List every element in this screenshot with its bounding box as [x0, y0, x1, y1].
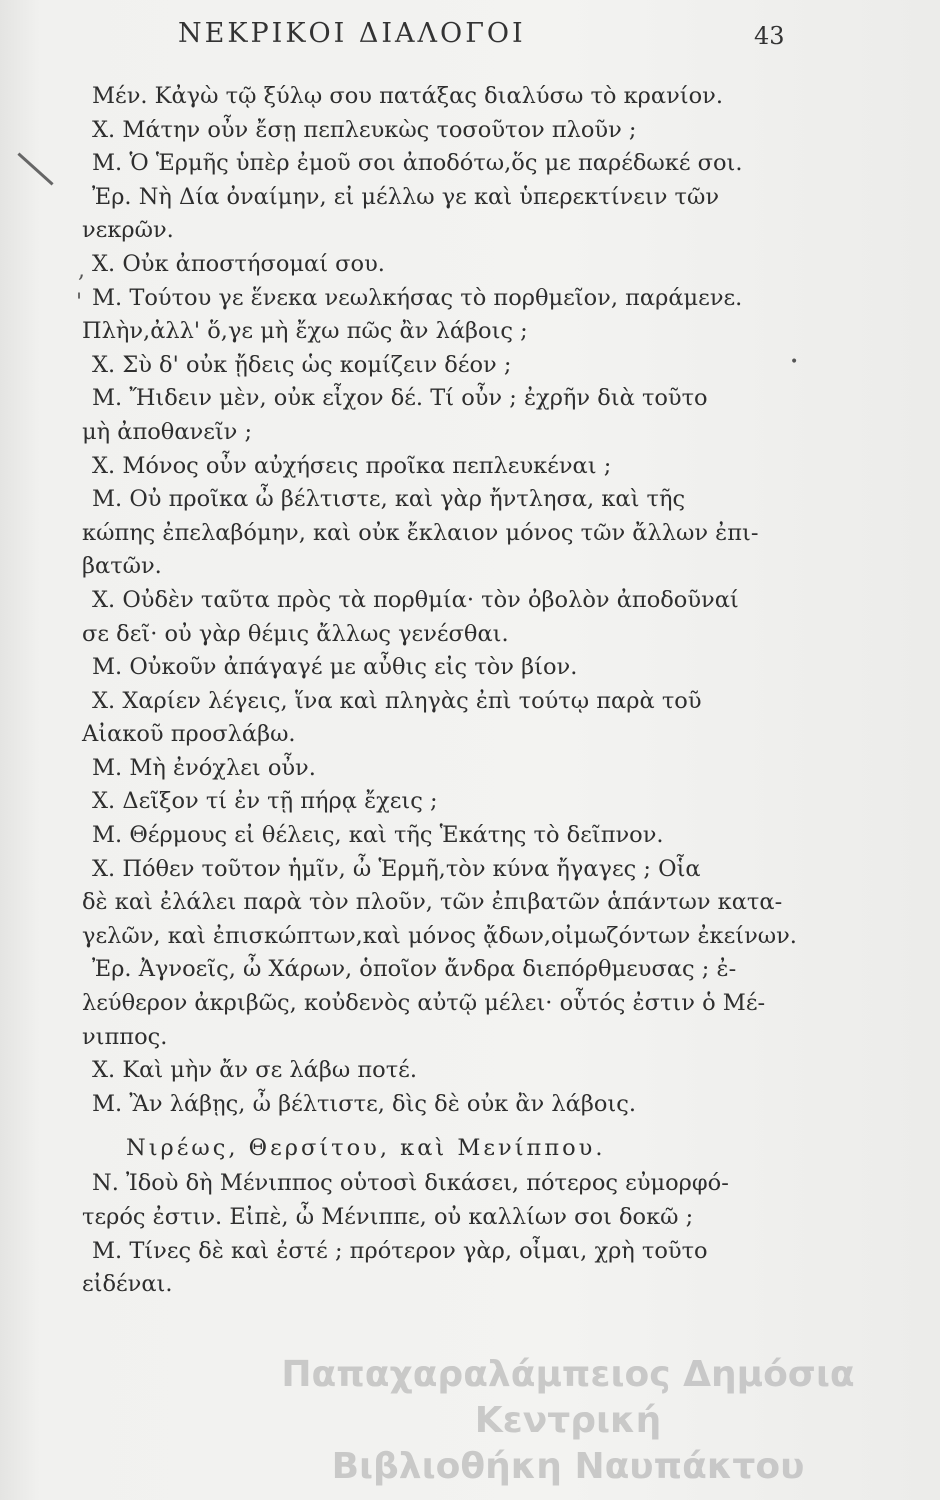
text-line: Χ. Καὶ μὴν ἄν σε λάβω ποτέ. — [92, 1057, 417, 1084]
watermark-line: Παπαχαραλάμπειος Δημόσια Κεντρική — [281, 1354, 855, 1441]
text-line: νεκρῶν. — [82, 217, 174, 244]
text-line: Χ. Μάτην οὖν ἔσῃ πεπλευκὼς τοσοῦτον πλοῦν ; — [92, 116, 637, 143]
text-line: Χ. Οὐκ ἀποστήσομαί σου. — [92, 250, 385, 277]
text-line: Χ. Πόθεν τοῦτον ἡμῖν, ὦ Ἑρμῆ,τὸν κύνα ἤγαγες ; Οἷα — [92, 855, 701, 882]
text-line: σε δεῖ· οὐ γὰρ θέμις ἄλλως γενέσθαι. — [82, 620, 509, 647]
text-line: δὲ καὶ ἐλάλει παρὰ τὸν πλοῦν, τῶν ἐπιβατῶν ἁπάντων κατα- — [82, 889, 783, 916]
library-watermark — [218, 1352, 918, 1490]
margin-stroke — [17, 152, 53, 185]
text-line: Χ. Μόνος οὖν αὐχήσεις προῖκα πεπλευκέναι ; — [92, 452, 612, 479]
text-line: Χ. Δεῖξον τί ἐν τῇ πήρᾳ ἔχεις ; — [92, 788, 438, 815]
text-line: Ν. Ἰδοὺ δὴ Μένιππος οὑτοσὶ δικάσει, πότερος εὐμορφό- — [92, 1170, 729, 1197]
dialogue-heading: Νιρέως, Θερσίτου, καὶ Μενίππου. — [126, 1135, 606, 1162]
text-line: Ἐρ. Νὴ Δία ὀναίμην, εἰ μέλλω γε καὶ ὑπερεκτίνειν τῶν — [92, 183, 720, 210]
margin-mark: , — [78, 258, 85, 283]
text-line: Μ. Οὐκοῦν ἀπάγαγέ με αὖθις εἰς τὸν βίον. — [92, 654, 578, 681]
text-line: Ἐρ. Ἀγνοεῖς, ὦ Χάρων, ὁποῖον ἄνδρα διεπόρθμευσας ; ἐ- — [92, 956, 737, 983]
text-line: Μ. Μὴ ἐνόχλει οὖν. — [92, 754, 316, 781]
watermark-line: Βιβλιοθήκη Ναυπάκτου — [331, 1446, 805, 1487]
text-line: Χ. Σὺ δ' οὐκ ᾔδεις ὡς κομίζειν δέον ; — [92, 351, 512, 378]
text-line: Μ. Θέρμους εἰ θέλεις, καὶ τῆς Ἑκάτης τὸ δεῖπνον. — [92, 822, 664, 849]
text-line: βατῶν. — [82, 553, 162, 580]
text-line: εἰδέναι. — [82, 1271, 173, 1298]
running-title: ΝΕΚΡΙΚΟΙ ΔΙΑΛΟΓΟΙ — [178, 18, 526, 49]
text-line: Πλὴν,ἀλλ' ὅ,γε μὴ ἔχω πῶς ἂν λάβοις ; — [82, 318, 528, 345]
text-line: Μ. Οὐ προῖκα ὦ βέλτιστε, καὶ γὰρ ἤντλησα, καὶ τῆς — [92, 486, 686, 513]
text-line: Μ. Τούτου γε ἕνεκα νεωλκήσας τὸ πορθμεῖον, παράμενε. — [92, 284, 743, 311]
text-line: Χ. Οὐδὲν ταῦτα πρὸς τὰ πορθμία· τὸν ὀβολὸν ἀποδοῦναί — [92, 586, 739, 613]
page-number: 43 — [754, 22, 785, 50]
text-line: νιππος. — [82, 1023, 168, 1050]
margin-mark: ' — [76, 290, 83, 315]
text-line: κώπης ἐπελαβόμην, καὶ οὐκ ἔκλαιον μόνος τῶν ἄλλων ἐπι- — [82, 519, 759, 546]
text-line: Μ. Ἤιδειν μὲν, οὐκ εἶχον δέ. Τί οὖν ; ἐχρῆν διὰ τοῦτο — [92, 385, 708, 412]
text-line: Μέν. Κἀγὼ τῷ ξύλῳ σου πατάξας διαλύσω τὸ κρανίον. — [92, 83, 723, 109]
text-line: μὴ ἀποθανεῖν ; — [82, 418, 253, 445]
page-header — [0, 14, 940, 54]
text-line: Μ. Τίνες δὲ καὶ ἐστέ ; πρότερον γὰρ, οἶμαι, χρὴ τοῦτο — [92, 1237, 708, 1264]
text-line: Αἰακοῦ προσλάβω. — [82, 721, 296, 748]
dialogue-text — [82, 80, 799, 1302]
text-line: γελῶν, καὶ ἐπισκώπτων,καὶ μόνος ᾄδων,οἰμωζόντων ἐκείνων. — [82, 922, 797, 949]
text-line: Μ. Ὁ Ἑρμῆς ὑπὲρ ἐμοῦ σοι ἀποδότω,ὅς με παρέδωκέ σοι. — [92, 150, 743, 177]
text-line: Μ. Ἂν λάβῃς, ὦ βέλτιστε, δὶς δὲ οὐκ ἂν λάβοις. — [92, 1090, 636, 1117]
text-line: τερός ἐστιν. Εἰπὲ, ὦ Μένιππε, οὐ καλλίων σοι δοκῶ ; — [82, 1204, 694, 1230]
text-line: Χ. Χαρίεν λέγεις, ἵνα καὶ πληγὰς ἐπὶ τούτῳ παρὰ τοῦ — [92, 687, 702, 714]
margin-mark: • — [790, 354, 799, 370]
text-line: λεύθερον ἀκριβῶς, κοὐδενὸς αὐτῷ μέλει· οὗτός ἐστιν ὁ Μέ- — [82, 990, 766, 1017]
